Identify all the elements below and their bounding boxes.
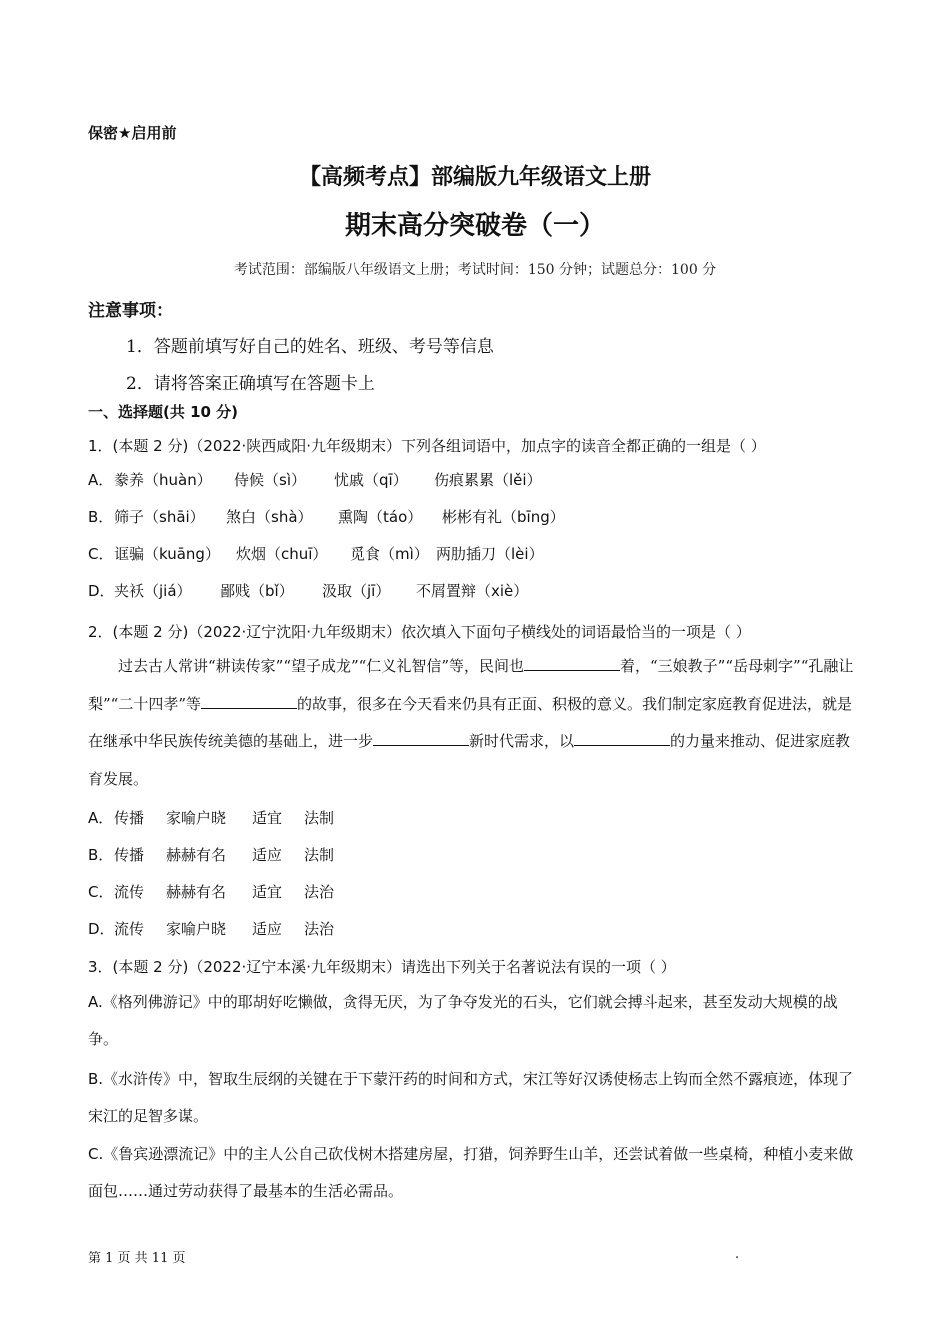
fill-blank[interactable] (574, 729, 670, 746)
option-word: 法制 (304, 846, 335, 864)
q3-option-b: B.《水浒传》中，智取生辰纲的关键在于下蒙汗药的时间和方式，宋江等好汉诱使杨志上钩而全然不露痕迹，体现了宋江的足智多谋。 (88, 1070, 854, 1125)
option-word: 流传 (114, 883, 145, 901)
option-word: 适应 (252, 846, 283, 864)
passage-text: 过去古人常讲“耕读传家”“望子成龙”“仁义礼智信”等，民间也 (118, 657, 525, 675)
question-2-stem: 2．(本题 2 分)（2022·辽宁沈阳·九年级期末）依次填入下面句子横线处的词语最恰当的一项是（ ） (88, 623, 751, 641)
option-word: 流传 (114, 920, 145, 938)
option-word: 筛子（shāi） (114, 508, 205, 526)
q3-option-a: A.《格列佛游记》中的耶胡好吃懒做，贪得无厌，为了争夺发光的石头，它们就会搏斗起来，甚至发动大规模的战争。 (88, 993, 838, 1048)
fill-blank[interactable] (373, 729, 469, 746)
q2-option-a (88, 807, 334, 828)
option-word: 适宜 (252, 809, 283, 827)
option-word: 伤痕累累（lěi） (434, 471, 542, 489)
option-word: 炊烟（chuī） (236, 545, 328, 563)
option-word: 传播 (114, 809, 145, 827)
footer-dot: . (735, 1247, 740, 1262)
option-letter: B． (88, 846, 114, 864)
question-2-passage (88, 648, 860, 798)
fill-blank[interactable] (201, 692, 297, 709)
q3-option-c: C.《鲁宾逊漂流记》中的主人公自己砍伐树木搭建房屋，打猎，饲养野生山羊，还尝试着做一些桌椅，种植小麦来做面包……通过劳动获得了最基本的生活必需品。 (88, 1145, 854, 1200)
confidential-label: 保密★启用前 (88, 124, 177, 142)
q1-option-b (88, 506, 565, 527)
question-3-stem: 3．(本题 2 分)（2022·辽宁本溪·九年级期末）请选出下列关于名著说法有误的一项（ ） (88, 958, 676, 976)
q2-option-b (88, 844, 334, 865)
q2-option-c (88, 881, 334, 902)
option-word: 夹袄（jiá） (114, 582, 192, 600)
notice-heading: 注意事项： (88, 301, 173, 321)
q1-option-d (88, 580, 528, 601)
passage-text: 新时代需求，以 (469, 732, 575, 750)
option-word: 不屑置辩（xiè） (416, 582, 529, 600)
option-word: 适应 (252, 920, 283, 938)
option-letter: B． (88, 508, 114, 526)
option-word: 适宜 (252, 883, 283, 901)
q2-option-d (88, 918, 334, 939)
option-word: 汲取（jī） (322, 582, 391, 600)
section-title: 一、选择题(共 10 分) (88, 403, 239, 421)
option-letter: C． (88, 883, 114, 901)
option-word: 传播 (114, 846, 145, 864)
option-word: 赫赫有名 (166, 846, 227, 864)
option-letter: A． (88, 809, 114, 827)
exam-title: 【高频考点】部编版九年级语文上册 (298, 165, 651, 190)
option-word: 两肋插刀（lèi） (436, 545, 544, 563)
notice-item: 1．答题前填写好自己的姓名、班级、考号等信息 (126, 337, 494, 357)
option-word: 法治 (304, 920, 335, 938)
exam-info: 考试范围：部编版八年级语文上册；考试时间：150 分钟；试题总分：100 分 (233, 262, 717, 278)
q1-option-c (88, 543, 544, 564)
option-word: 侍候（sì） (234, 471, 306, 489)
option-word: 豢养（huàn） (114, 471, 212, 489)
fill-blank[interactable] (524, 654, 620, 671)
notice-item: 2．请将答案正确填写在答题卡上 (126, 374, 375, 394)
question-1-stem: 1．(本题 2 分)（2022·陕西咸阳·九年级期末）下列各组词语中，加点字的读音全都正确的一组是（ ） (88, 437, 766, 455)
option-letter: D． (88, 582, 115, 600)
option-word: 熏陶（táo） (338, 508, 423, 526)
option-word: 赫赫有名 (166, 883, 227, 901)
option-word: 鄙贱（bǐ） (220, 582, 294, 600)
option-letter: A． (88, 471, 114, 489)
option-word: 忧戚（qī） (334, 471, 408, 489)
passage-text: 的故事，很多在今天看来仍具有正面、积极的意义。我们制定家庭教育促进法，就是在继承中华民族传统美德的基础上，进一步 (88, 694, 853, 750)
q1-option-a (88, 469, 542, 490)
option-word: 煞白（shà） (226, 508, 313, 526)
option-word: 家喻户晓 (166, 809, 227, 827)
option-word: 觅食（mì） (350, 545, 429, 563)
exam-subtitle: 期末高分突破卷（一） (344, 211, 605, 241)
option-word: 法制 (304, 809, 335, 827)
option-letter: C． (88, 545, 114, 563)
option-word: 法治 (304, 883, 335, 901)
passage-text: 着，“三娘教子”“岳母刺字”“孔融让梨”“二十四孝”等 (88, 657, 854, 713)
passage-text: 的力量来推动、促进家庭教育发展。 (88, 732, 851, 788)
option-word: 彬彬有礼（bīng） (442, 508, 565, 526)
page-number: 第 1 页 共 11 页 (88, 1251, 186, 1266)
option-word: 诓骗（kuāng） (114, 545, 220, 563)
option-letter: D． (88, 920, 115, 938)
option-word: 家喻户晓 (166, 920, 227, 938)
